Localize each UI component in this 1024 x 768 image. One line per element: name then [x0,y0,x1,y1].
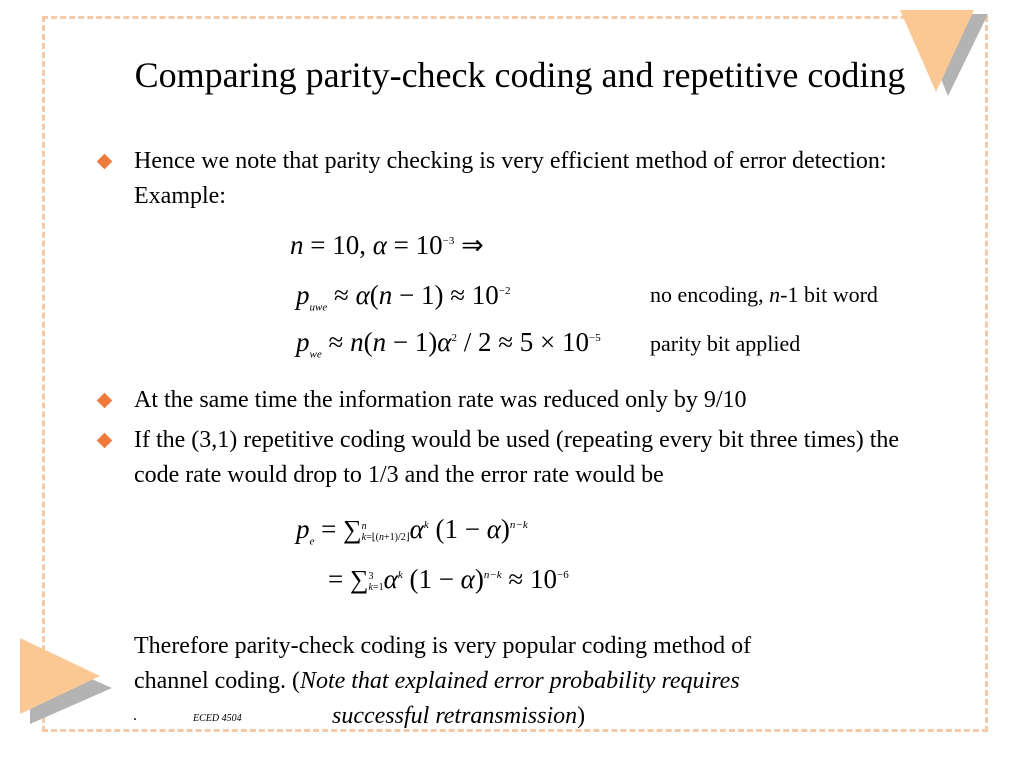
bullet-3: If the (3,1) repetitive coding would be used (repeating every bit three times) the code rate would drop to 1/3 and the error rate would be [134,427,900,488]
footer-label: ECED 4504 [193,713,242,724]
conclusion-line-3: successful retransmission) [332,703,586,729]
conclusion-line-1: Therefore parity-check coding is very popular coding method of [134,633,752,659]
formula-pe-sum: $p_e = \sum n$ $k=⌊(n+1)/2⌋\alpha^k$ $(1 - \alpha)^{n-k}$ [296,514,528,548]
formula-pe-result: = ∑3 $k=1\alpha^k$ $(1 - \alpha)^{n-k} \approx 10^{-6}$ [328,564,569,594]
formula-p-uwe: $p_{uwe} \approx \alpha(n - 1) \approx 10^{-2}$ [296,280,511,314]
formula-p-we: $p_{we} \approx n(n - 1)\alpha^2 / 2 \approx 5 \times 10^{-5}$ [296,327,601,361]
formula-n-alpha: n = 10, $\alpha = 10^{-3}$ ⇒ [290,230,484,260]
triangle-decoration-icon [18,636,118,728]
bullet-2: At the same time the information rate was reduced only by 9/10 [134,387,747,413]
slide-title: Comparing parity-check coding and repetitive coding [134,55,906,95]
slide-frame [42,16,988,732]
footer-dot: . [133,707,137,724]
conclusion-text [134,629,934,734]
bullet-1: Hence we note that parity checking is very efficient method of error detection: Example: [134,148,887,209]
note-no-encoding: no encoding, n-1 bit word [650,282,878,307]
conclusion-line-2: channel coding. (Note that explained error probability requires [134,668,740,694]
note-parity-applied: parity bit applied [650,331,801,356]
